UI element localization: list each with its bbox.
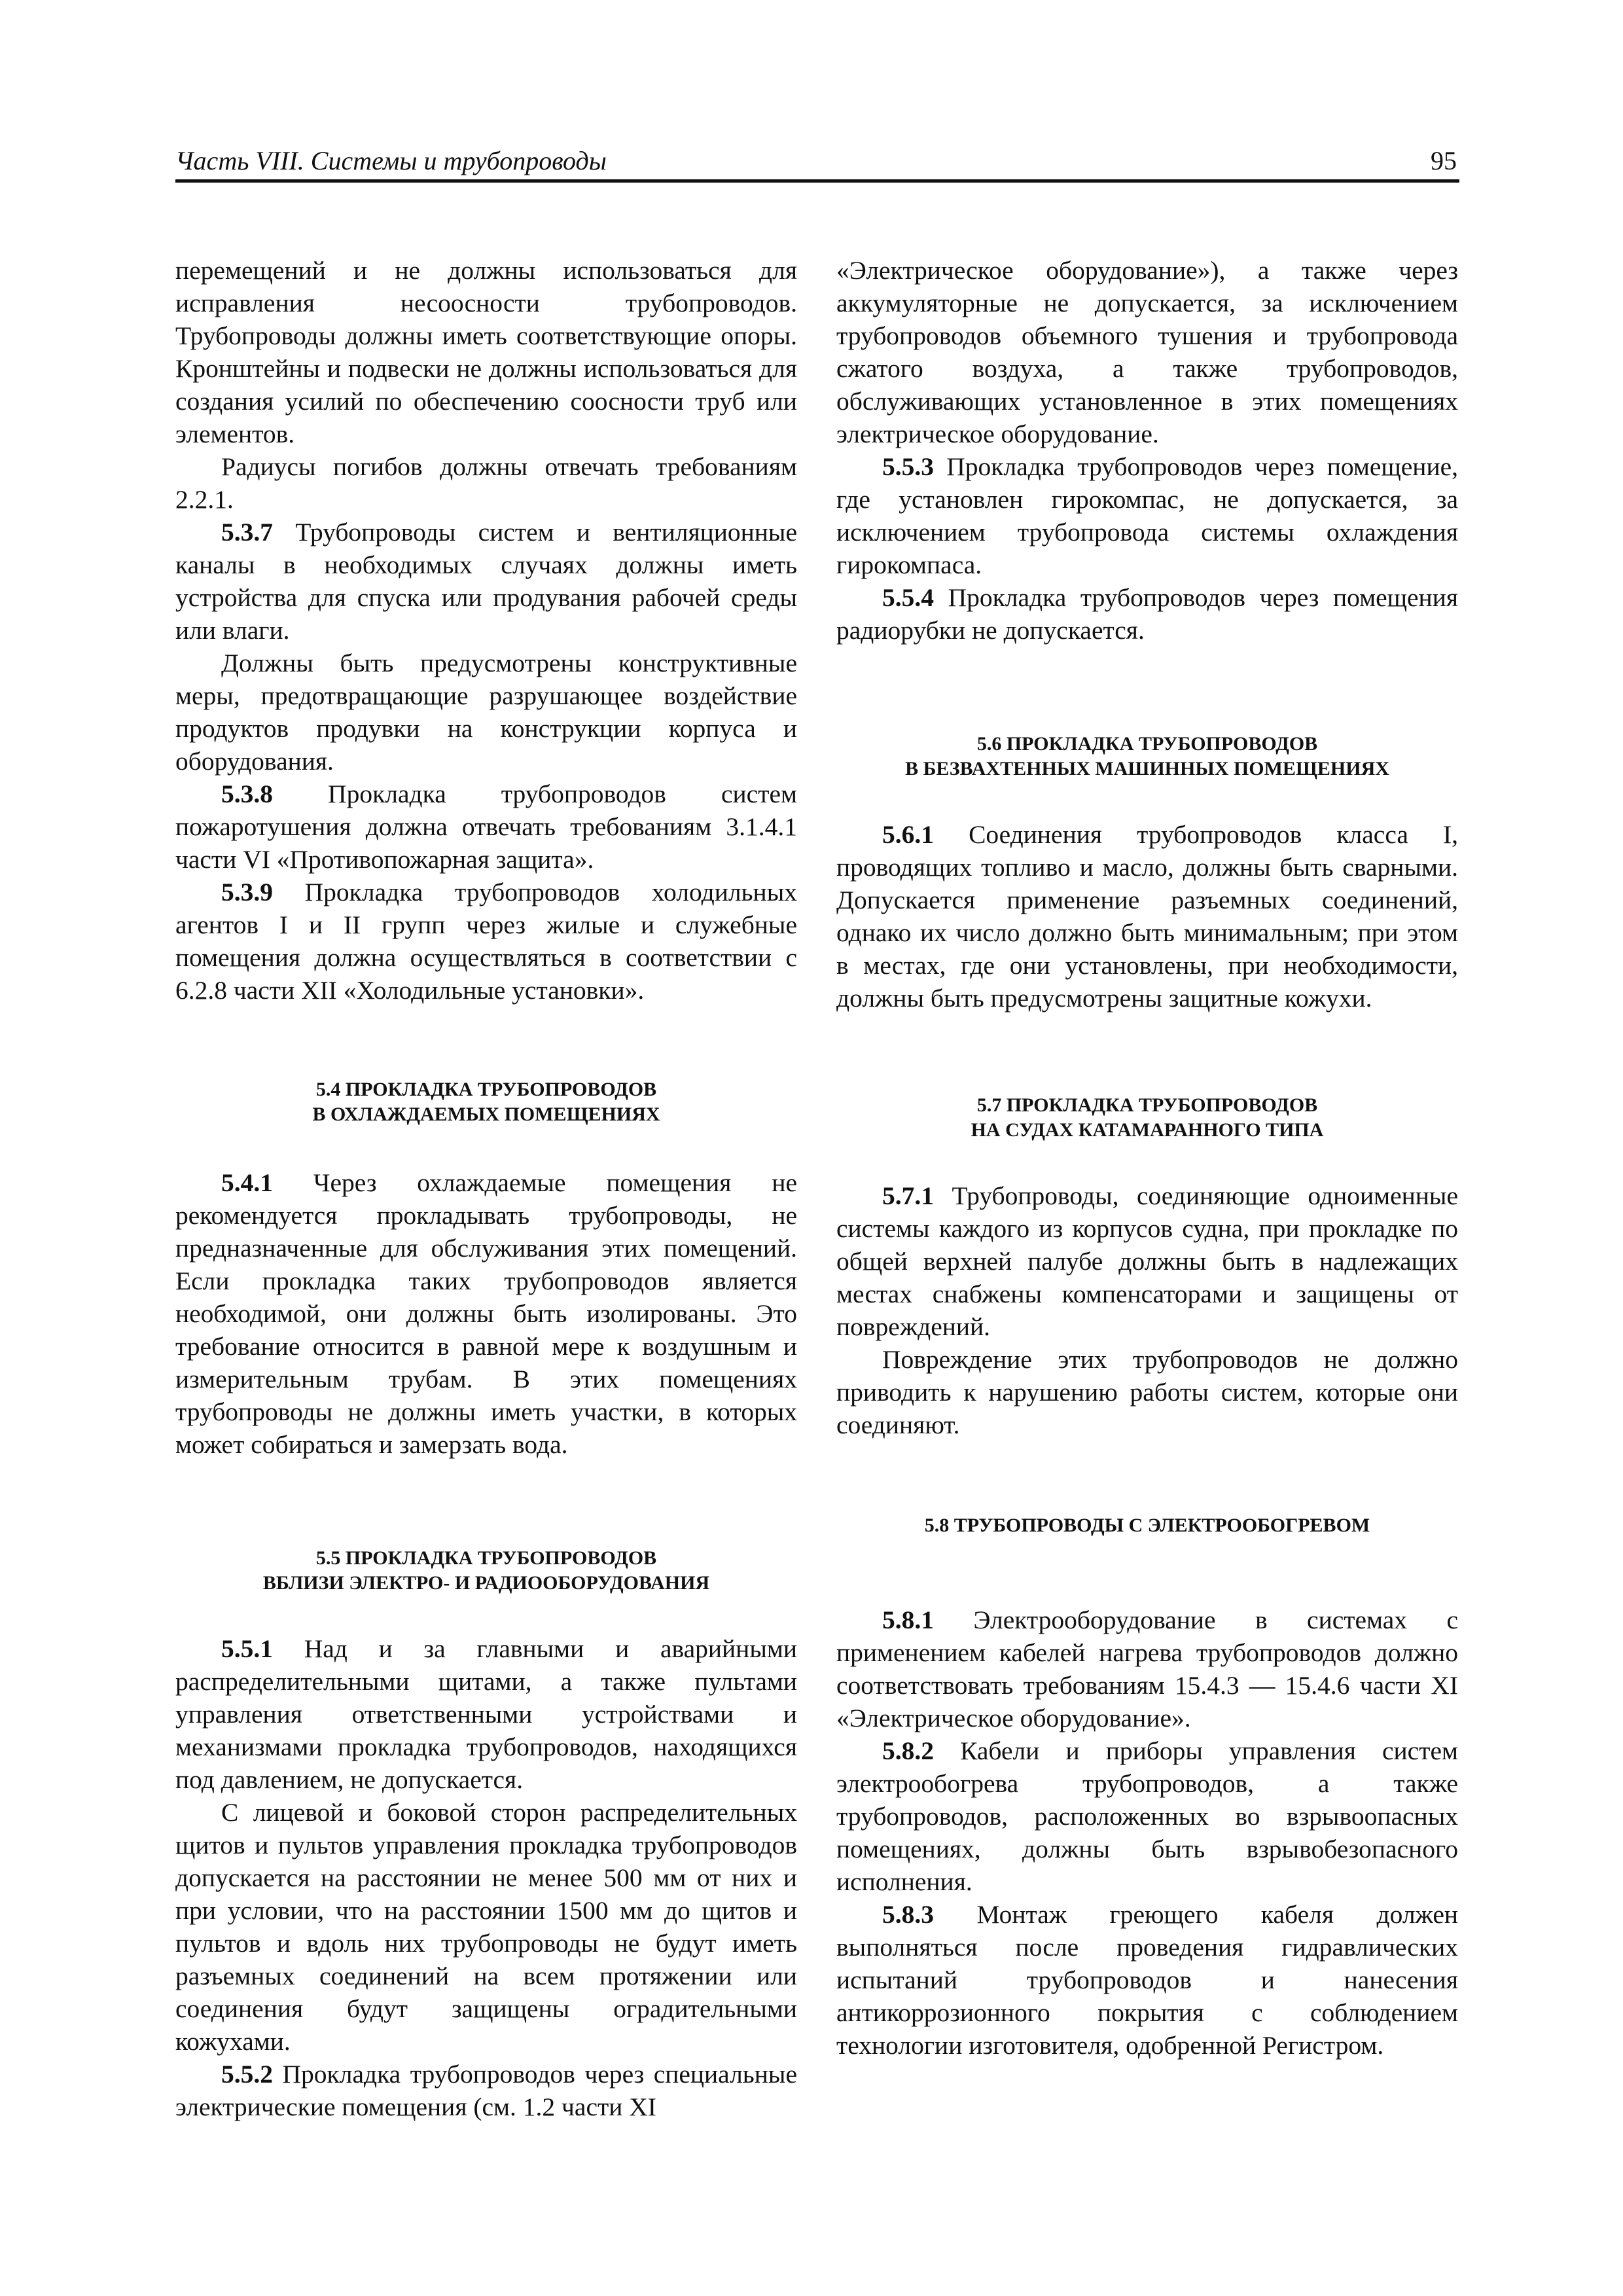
header-title: Часть VIII. Системы и трубопроводы [175, 146, 607, 175]
paragraph-5-5-4 [836, 581, 1458, 647]
paragraph-5-3-9 [175, 876, 797, 1007]
clause-number: 5.8.3 [882, 1900, 934, 1929]
section-heading-line: 5.6 ПРОКЛАДКА ТРУБОПРОВОДОВ [976, 733, 1318, 755]
clause-number: 5.3.7 [221, 518, 273, 547]
paragraph-5-4-1 [175, 1166, 797, 1461]
clause-number: 5.8.1 [882, 1605, 934, 1634]
paragraph-5-5-3 [836, 450, 1458, 581]
section-heading-5-5 [175, 1546, 797, 1596]
clause-number: 5.5.2 [221, 2060, 273, 2089]
clause-number: 5.8.2 [882, 1736, 934, 1765]
page-header [175, 145, 1459, 183]
section-heading-line: 5.5 ПРОКЛАДКА ТРУБОПРОВОДОВ [315, 1547, 657, 1569]
paragraph: Должны быть предусмотрены конструктивные меры, предотвращающие разрушающее воздействие продуктов продувки на конструкции корпуса и оборудования. [175, 649, 797, 776]
clause-text: Над и за главными и аварийными распределительными щитами, а также пультами управления ответственными устройствами и механизмами прокладка трубопроводов, находящихся под давлением, не допускается. [175, 1634, 797, 1794]
section-heading-line: В ОХЛАЖДАЕМЫХ ПОМЕЩЕНИЯХ [312, 1103, 660, 1125]
paragraph-5-5-2 [175, 2058, 797, 2123]
paragraph-5-5-1 [175, 1632, 797, 1796]
section-heading-line: 5.7 ПРОКЛАДКА ТРУБОПРОВОДОВ [976, 1094, 1318, 1116]
section-heading-5-7 [836, 1093, 1458, 1143]
paragraph: «Электрическое оборудование»), а также через аккумуляторные не допускается, за исключением трубопроводов объемного тушения и трубопровода сжатого воздуха, а также трубопроводов, обслуживающих установленное в этих помещениях электрическое оборудование. [836, 256, 1458, 448]
paragraph-5-6-1 [836, 818, 1458, 1014]
paragraph: С лицевой и боковой сторон распределительных щитов и пультов управления прокладка трубопроводов допускается на расстоянии не менее 500 мм от них и при условии, что на расстоянии 1500 мм до щитов и пультов и вдоль них трубопроводы не будут иметь разъемных соединений на всем протяжении или соединения будут защищены оградительными кожухами. [175, 1798, 797, 2056]
paragraph-5-3-7 [175, 516, 797, 647]
left-column [175, 254, 797, 2123]
clause-number: 5.3.9 [221, 878, 273, 906]
paragraph-5-8-2 [836, 1734, 1458, 1898]
clause-text: Монтаж греющего кабеля должен выполняться после проведения гидравлических испытаний трубопроводов и нанесения антикоррозионного покрытия с соблюдением технологии изготовителя, одобренной Регистром. [836, 1900, 1458, 2060]
right-column [836, 254, 1458, 2062]
section-heading-5-4 [175, 1077, 797, 1127]
section-heading-5-6 [836, 732, 1458, 781]
clause-text: Через охлаждаемые помещения не рекомендуется прокладывать трубопроводы, не предназначенные для обслуживания этих помещений. Если прокладка таких трубопроводов является необходимой, они должны быть изолированы. Это требование относится в равной мере к воздушным и измерительным трубам. В этих помещениях трубопроводы не должны иметь участки, в которых может собираться и замерзать вода. [175, 1168, 797, 1459]
paragraph-5-7-1 [836, 1179, 1458, 1343]
paragraph-5-3-8 [175, 778, 797, 876]
section-heading-line: 5.8 ТРУБОПРОВОДЫ С ЭЛЕКТРООБОГРЕВОМ [924, 1515, 1370, 1536]
clause-number: 5.6.1 [882, 820, 934, 849]
clause-text: Кабели и приборы управления систем электрообогрева трубопроводов, а также трубопроводов, расположенных во взрывоопасных помещениях, должны быть взрывобезопасного исполнения. [836, 1736, 1458, 1896]
clause-text: Электрооборудование в системах с применением кабелей нагрева трубопроводов должно соответствовать требованиям 15.4.3 — 15.4.6 части XI «Электрическое оборудование». [836, 1605, 1458, 1732]
clause-number: 5.5.4 [882, 583, 934, 612]
clause-text: Прокладка трубопроводов через помещение, где установлен гирокомпас, не допускается, за исключением трубопровода системы охлаждения гирокомпаса. [836, 452, 1458, 579]
section-heading-line: В БЕЗВАХТЕННЫХ МАШИННЫХ ПОМЕЩЕНИЯХ [905, 758, 1389, 780]
clause-text: Трубопроводы систем и вентиляционные каналы в необходимых случаях должны иметь устройства для спуска или продувания рабочей среды или влаги. [175, 518, 797, 645]
page-number: 95 [1431, 146, 1457, 175]
clause-text: Прокладка трубопроводов через специальные электрические помещения (см. 1.2 части XI [175, 2060, 797, 2121]
clause-text: Прокладка трубопроводов холодильных агентов I и II групп через жилые и служебные помещения должна осуществляться в соответствии с 6.2.8 части XII «Холодильные установки». [175, 878, 797, 1005]
clause-number: 5.4.1 [221, 1168, 273, 1197]
section-heading-line: ВБЛИЗИ ЭЛЕКТРО- И РАДИООБОРУДОВАНИЯ [262, 1572, 710, 1594]
clause-text: Соединения трубопроводов класса I, проводящих топливо и масло, должны быть сварными. Допускается применение разъемных соединений, однако их число должно быть минимальным; при этом в местах, где они установлены, при необходимости, должны быть предусмотрены защитные кожухи. [836, 820, 1458, 1013]
paragraph: перемещений и не должны использоваться для исправления несоосности трубопроводов. Трубопроводы должны иметь соответствующие опоры. Кронштейны и подвески не должны использоваться для создания усилий по обеспечению соосности труб или элементов. [175, 256, 797, 448]
clause-number: 5.5.1 [221, 1634, 273, 1663]
paragraph-5-8-3 [836, 1898, 1458, 2062]
section-heading-5-8 [836, 1513, 1458, 1538]
clause-text: Прокладка трубопроводов систем пожаротушения должна отвечать требованиям 3.1.4.1 части VI «Противопожарная защита». [175, 780, 797, 874]
clause-number: 5.5.3 [882, 452, 934, 481]
clause-number: 5.3.8 [221, 780, 273, 808]
clause-number: 5.7.1 [882, 1181, 934, 1210]
clause-text: Прокладка трубопроводов через помещения радиорубки не допускается. [836, 583, 1458, 645]
section-heading-line: 5.4 ПРОКЛАДКА ТРУБОПРОВОДОВ [315, 1079, 657, 1100]
section-heading-line: НА СУДАХ КАТАМАРАННОГО ТИПА [971, 1119, 1324, 1141]
paragraph-5-8-1 [836, 1604, 1458, 1734]
clause-text: Трубопроводы, соединяющие одноименные системы каждого из корпусов судна, при прокладке по общей верхней палубе должны быть в надлежащих местах снабжены компенсаторами и защищены от повреждений. [836, 1181, 1458, 1341]
paragraph: Радиусы погибов должны отвечать требованиям 2.2.1. [175, 452, 797, 514]
paragraph: Повреждение этих трубопроводов не должно приводить к нарушению работы систем, которые они соединяют. [836, 1345, 1458, 1439]
